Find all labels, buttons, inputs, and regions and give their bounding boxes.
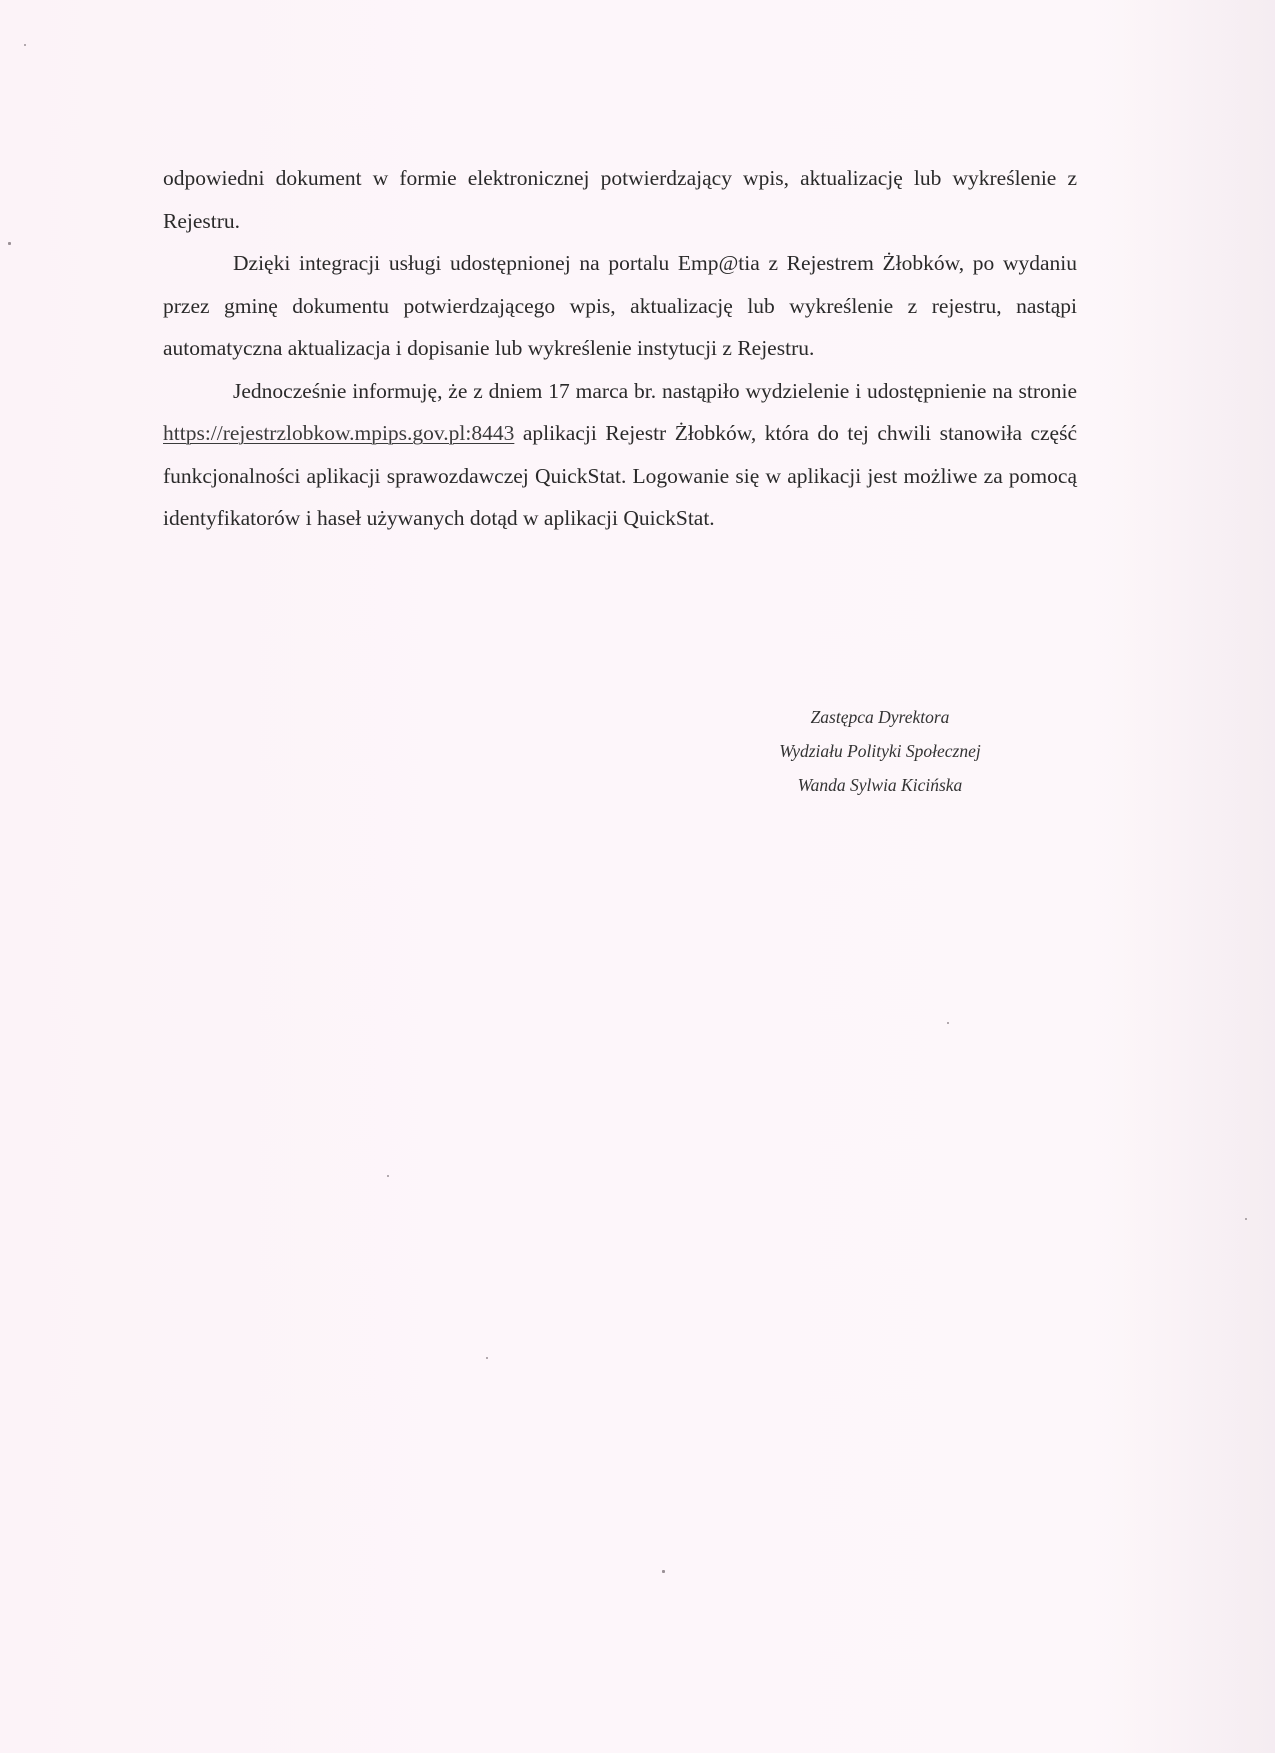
paragraph-continuation bbox=[163, 157, 1077, 242]
paragraph-text: aplikacji Rejestr Żłobków, która do tej chwili stanowiła część funkcjonalności aplikacji sprawozdawczej QuickStat. Logowanie się w aplikacji jest możliwe za pomocą identyfikatorów i haseł używanych dotąd w aplikacji QuickStat. bbox=[163, 421, 1077, 530]
scan-speck bbox=[947, 1022, 949, 1024]
scan-speck bbox=[387, 1175, 389, 1177]
paragraph-text: odpowiedni dokument w formie elektronicznej potwierdzający wpis, aktualizację lub wykreślenie z Rejestru. bbox=[163, 166, 1077, 233]
registry-url-link[interactable]: https://rejestrzlobkow.mpips.gov.pl:8443 bbox=[163, 421, 515, 445]
letter-body bbox=[163, 157, 1077, 540]
signature-title: Zastępca Dyrektora bbox=[810, 707, 950, 727]
signature-department: Wydziału Polityki Społecznej bbox=[779, 741, 981, 761]
signature-block bbox=[700, 700, 1060, 802]
paragraph-text: Dzięki integracji usługi udostępnionej na portalu Emp@tia z Rejestrem Żłobków, po wydaniu przez gminę dokumentu potwierdzającego wpis, aktualizację lub wykreślenie z rejestru, nastąpi automatyczna aktualizacja i dopisanie lub wykreślenie instytucji z Rejestru. bbox=[163, 251, 1077, 360]
scan-edge-shadow bbox=[1115, 0, 1275, 1753]
scan-speck bbox=[1245, 1218, 1247, 1220]
paragraph-text: Jednocześnie informuję, że z dniem 17 marca br. nastąpiło wydzielenie i udostępnienie na stronie bbox=[233, 378, 1077, 403]
paragraph-integration bbox=[163, 242, 1077, 370]
signature-name: Wanda Sylwia Kicińska bbox=[797, 775, 963, 795]
scan-speck bbox=[486, 1357, 488, 1359]
scan-speck bbox=[8, 242, 11, 245]
paragraph-announcement bbox=[163, 370, 1077, 540]
scan-speck bbox=[24, 44, 26, 46]
scan-speck bbox=[662, 1570, 665, 1573]
